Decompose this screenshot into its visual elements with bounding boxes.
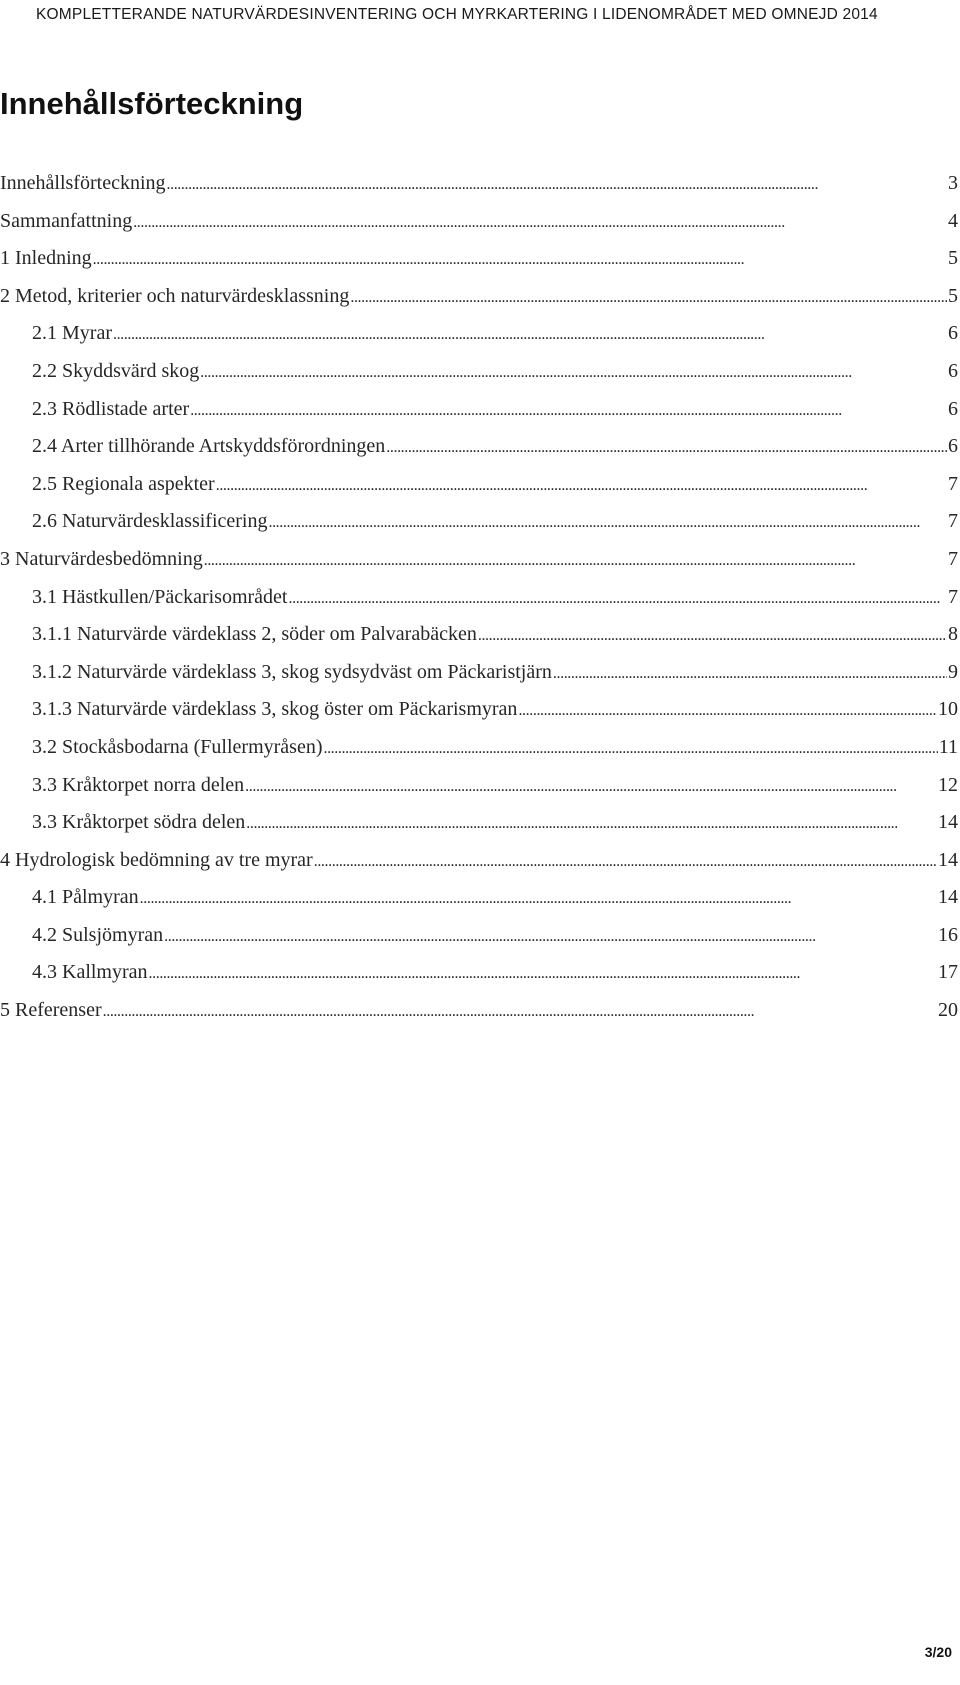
toc-entry-title: 2.1 Myrar: [32, 322, 112, 345]
dot-leader: [268, 510, 947, 534]
toc-entry-page-number: 6: [948, 322, 958, 345]
toc-entry[interactable]: [0, 510, 958, 548]
table-of-contents: [0, 172, 958, 1037]
toc-entry-page-number: 20: [938, 999, 958, 1022]
dot-leader: [323, 736, 937, 760]
dot-leader: [204, 548, 947, 572]
dot-leader: [103, 999, 937, 1023]
toc-entry-title: 2.4 Arter tillhörande Artskyddsförordningen: [32, 435, 386, 458]
toc-entry[interactable]: [0, 999, 958, 1037]
toc-entry-title: 3.2 Stockåsbodarna (Fullermyråsen): [32, 735, 323, 758]
toc-entry-title: 2 Metod, kriterier och naturvärdesklassning: [0, 284, 350, 307]
toc-entry-page-number: 14: [938, 886, 958, 909]
toc-entry-page-number: 7: [948, 585, 958, 608]
dot-leader: [350, 285, 947, 309]
toc-entry-title: 4.2 Sulsjömyran: [32, 923, 164, 946]
toc-entry[interactable]: [0, 661, 958, 699]
toc-entry-title: 2.3 Rödlistade arter: [32, 397, 190, 420]
toc-entry-title: Innehållsförteckning: [0, 172, 166, 194]
running-header: KOMPLETTERANDE NATURVÄRDESINVENTERING OCH MYRKARTERING I LIDENOMRÅDET MED OMNEJD 2014: [36, 6, 878, 23]
toc-entry-title: 3 Naturvärdesbedömning: [0, 547, 203, 570]
dot-leader: [149, 961, 937, 985]
toc-entry[interactable]: [0, 435, 958, 473]
toc-entry-title: 4.1 Pålmyran: [32, 886, 139, 909]
toc-entry-page-number: 6: [948, 435, 958, 458]
toc-entry[interactable]: [0, 586, 958, 624]
toc-entry[interactable]: [0, 247, 958, 285]
toc-entry[interactable]: [0, 360, 958, 398]
dot-leader: [216, 473, 947, 497]
toc-entry-title: 3.3 Kråktorpet norra delen: [32, 773, 245, 796]
toc-entry[interactable]: [0, 398, 958, 436]
toc-entry-title: 2.5 Regionala aspekter: [32, 472, 215, 495]
toc-entry[interactable]: [0, 924, 958, 962]
toc-entry-page-number: 5: [948, 284, 958, 307]
toc-entry[interactable]: [0, 172, 958, 210]
toc-entry-page-number: 3: [948, 172, 958, 194]
toc-entry[interactable]: [0, 473, 958, 511]
toc-entry[interactable]: [0, 811, 958, 849]
toc-entry-page-number: 6: [948, 397, 958, 420]
toc-entry-title: 2.6 Naturvärdesklassificering: [32, 510, 268, 533]
toc-entry[interactable]: [0, 285, 958, 323]
dot-leader: [140, 886, 937, 910]
toc-entry-title: 2.2 Skyddsvärd skog: [32, 359, 200, 382]
toc-entry-page-number: 6: [948, 359, 958, 382]
dot-leader: [133, 210, 947, 234]
dot-leader: [164, 924, 937, 948]
dot-leader: [518, 698, 937, 722]
dot-leader: [314, 849, 937, 873]
toc-entry-title: 3.1 Hästkullen/Päckarisområdet: [32, 585, 288, 608]
toc-entry-title: 4.3 Kallmyran: [32, 961, 148, 984]
toc-entry-page-number: 7: [948, 547, 958, 570]
toc-entry-page-number: 9: [948, 660, 958, 683]
toc-entry[interactable]: [0, 548, 958, 586]
toc-entry[interactable]: [0, 774, 958, 812]
toc-entry-title: 5 Referenser: [0, 999, 102, 1022]
toc-entry-title: Sammanfattning: [0, 209, 133, 232]
toc-entry-page-number: 8: [948, 623, 958, 646]
toc-entry-page-number: 7: [948, 472, 958, 495]
toc-entry[interactable]: [0, 210, 958, 248]
toc-entry[interactable]: [0, 961, 958, 999]
dot-leader: [553, 661, 947, 685]
dot-leader: [167, 172, 948, 196]
toc-entry-title: 3.1.1 Naturvärde värdeklass 2, söder om Palvarabäcken: [32, 623, 477, 646]
toc-entry[interactable]: [0, 886, 958, 924]
toc-entry-title: 1 Inledning: [0, 247, 92, 270]
dot-leader: [245, 774, 937, 798]
dot-leader: [190, 398, 947, 422]
dot-leader: [246, 811, 937, 835]
toc-entry[interactable]: [0, 736, 958, 774]
toc-entry-page-number: 11: [938, 735, 958, 758]
toc-entry-page-number: 12: [938, 773, 958, 796]
toc-entry-page-number: 17: [938, 961, 958, 984]
toc-entry[interactable]: [0, 623, 958, 661]
toc-entry-page-number: 7: [948, 510, 958, 533]
toc-entry-page-number: 5: [948, 247, 958, 270]
toc-entry-title: 3.3 Kråktorpet södra delen: [32, 811, 246, 834]
toc-entry-page-number: 10: [938, 698, 958, 721]
toc-entry[interactable]: [0, 849, 958, 887]
dot-leader: [386, 435, 947, 459]
toc-entry-page-number: 14: [938, 811, 958, 834]
dot-leader: [113, 322, 947, 346]
toc-entry-page-number: 16: [938, 923, 958, 946]
dot-leader: [93, 247, 947, 271]
toc-entry-title: 3.1.2 Naturvärde värdeklass 3, skog sydsydväst om Päckaristjärn: [32, 660, 552, 683]
dot-leader: [478, 623, 947, 647]
dot-leader: [289, 586, 948, 610]
page-title: Innehållsförteckning: [0, 86, 304, 121]
toc-entry-title: 4 Hydrologisk bedömning av tre myrar: [0, 848, 313, 871]
dot-leader: [200, 360, 947, 384]
toc-entry-page-number: 4: [948, 209, 958, 232]
toc-entry[interactable]: [0, 322, 958, 360]
toc-entry[interactable]: [0, 698, 958, 736]
toc-entry-title: 3.1.3 Naturvärde värdeklass 3, skog öster om Päckarismyran: [32, 698, 518, 721]
page-number: 3/20: [924, 1644, 952, 1660]
toc-entry-page-number: 14: [938, 848, 958, 871]
